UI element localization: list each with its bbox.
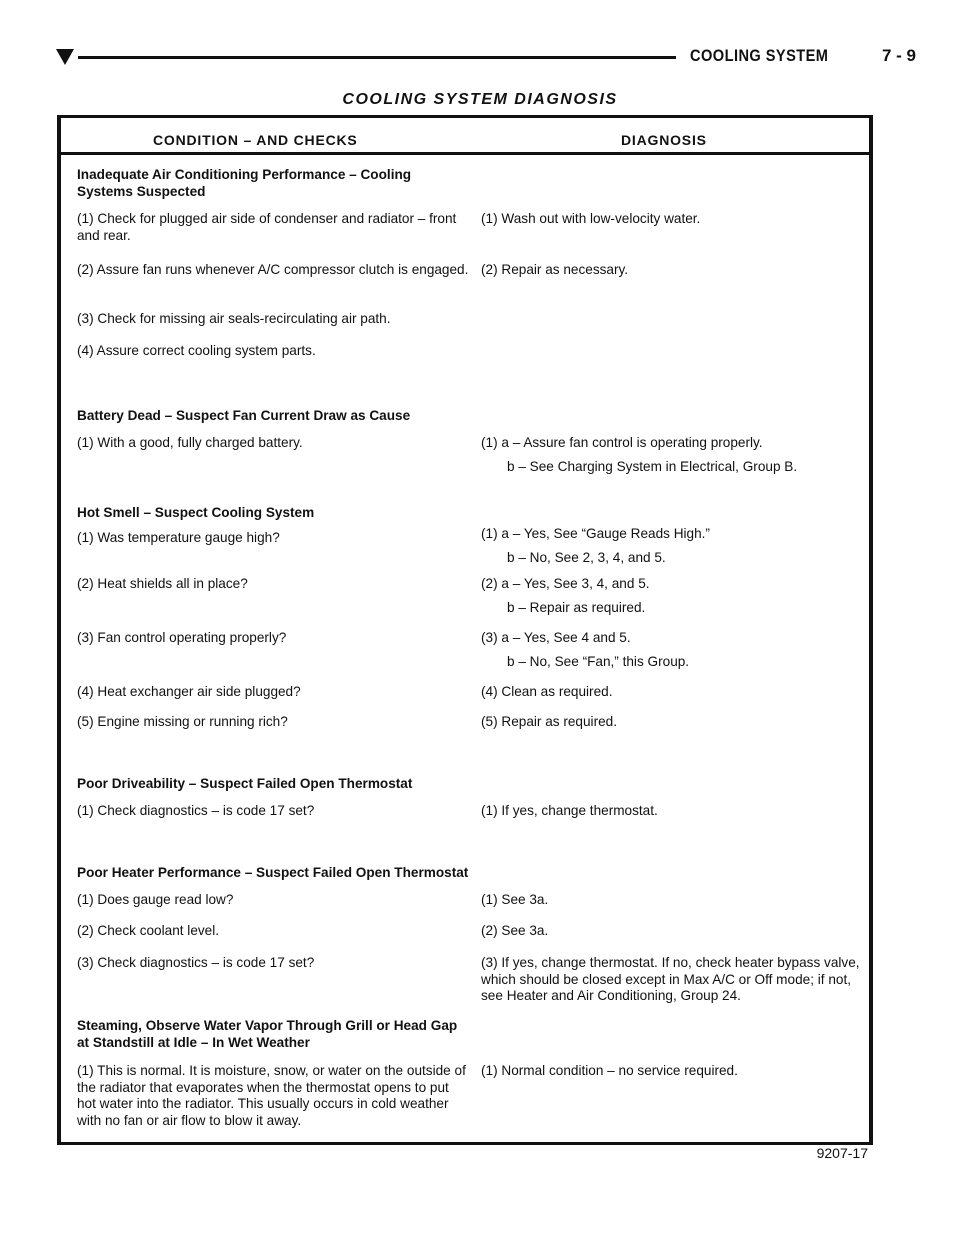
condition-check: (1) Check for plugged air side of condenser and radiator – front and rear. xyxy=(77,211,457,243)
condition-check: (1) This is normal. It is moisture, snow, or water on the outside of the radiator that evaporates when the thermostat opens to put hot water into the radiator. This usually occurs in cold weather with no fan or air flow to blow it away. xyxy=(77,1063,466,1128)
condition-check: (1) Was temperature gauge high? xyxy=(77,530,280,545)
page-header xyxy=(56,46,917,72)
diagnosis-item: b – Repair as required. xyxy=(507,600,646,615)
group-heading-battery-dead: Battery Dead – Suspect Fan Current Draw as Cause xyxy=(77,408,411,423)
condition-check: (3) Check for missing air seals-recirculating air path. xyxy=(77,311,391,326)
header-title: COOLING SYSTEM xyxy=(690,46,829,65)
diagnosis-item: (3) If yes, change thermostat. If no, check heater bypass valve, which should be closed except in Max A/C or Off mode; if not, see Heater and Air Conditioning, Group 24. xyxy=(481,955,860,1003)
diagnosis-item: (2) a – Yes, See 3, 4, and 5. xyxy=(481,576,650,591)
condition-check: (1) Check diagnostics – is code 17 set? xyxy=(77,803,315,818)
condition-check: (1) Does gauge read low? xyxy=(77,892,234,907)
group-heading-ac-performance: Inadequate Air Conditioning Performance – Cooling Systems Suspected xyxy=(77,167,412,199)
group-heading-poor-driveability: Poor Driveability – Suspect Failed Open Thermostat xyxy=(77,776,413,791)
diagnosis-item: (1) See 3a. xyxy=(481,892,549,907)
diagnosis-item: (2) See 3a. xyxy=(481,923,549,938)
group-heading-poor-heater: Poor Heater Performance – Suspect Failed Open Thermostat xyxy=(77,865,469,880)
section-title: COOLING SYSTEM DIAGNOSIS xyxy=(342,91,618,108)
diagnosis-item: (3) a – Yes, See 4 and 5. xyxy=(481,630,631,645)
condition-check: (4) Heat exchanger air side plugged? xyxy=(77,684,301,699)
condition-check: (4) Assure correct cooling system parts. xyxy=(77,343,316,358)
column-header-diagnosis: DIAGNOSIS xyxy=(621,132,707,148)
diagnosis-item: b – See Charging System in Electrical, Group B. xyxy=(507,459,798,474)
header-rule xyxy=(78,56,676,59)
condition-check: (2) Heat shields all in place? xyxy=(77,576,248,591)
column-header-condition: CONDITION – AND CHECKS xyxy=(153,132,358,148)
diagnosis-item: (5) Repair as required. xyxy=(481,714,617,729)
figure-id: 9207-17 xyxy=(816,1145,868,1161)
diagnosis-item: (1) a – Assure fan control is operating properly. xyxy=(481,435,763,450)
condition-check: (2) Assure fan runs whenever A/C compressor clutch is engaged. xyxy=(77,262,469,277)
diagnosis-item: (1) Normal condition – no service required. xyxy=(481,1063,738,1078)
condition-check: (3) Check diagnostics – is code 17 set? xyxy=(77,955,315,970)
condition-check: (3) Fan control operating properly? xyxy=(77,630,287,645)
triangle-marker-icon xyxy=(56,49,74,65)
group-heading-steaming: Steaming, Observe Water Vapor Through Grill or Head Gap at Standstill at Idle – In Wet Weather xyxy=(77,1018,458,1050)
condition-check: (5) Engine missing or running rich? xyxy=(77,714,288,729)
page-number: 7 - 9 xyxy=(882,46,917,65)
diagnosis-item: (1) If yes, change thermostat. xyxy=(481,803,658,818)
condition-check: (1) With a good, fully charged battery. xyxy=(77,435,303,450)
diagnosis-item: b – No, See “Fan,” this Group. xyxy=(507,654,690,669)
group-heading-hot-smell: Hot Smell – Suspect Cooling System xyxy=(77,505,315,520)
diagnosis-item: b – No, See 2, 3, 4, and 5. xyxy=(507,550,666,565)
header-divider xyxy=(61,152,869,155)
condition-check: (2) Check coolant level. xyxy=(77,923,220,938)
diagnosis-item: (1) a – Yes, See “Gauge Reads High.” xyxy=(481,526,710,541)
diagnosis-item: (2) Repair as necessary. xyxy=(481,262,629,277)
diagnosis-item: (4) Clean as required. xyxy=(481,684,613,699)
diagnosis-item: (1) Wash out with low-velocity water. xyxy=(481,211,701,226)
diagnosis-table xyxy=(57,115,873,1145)
